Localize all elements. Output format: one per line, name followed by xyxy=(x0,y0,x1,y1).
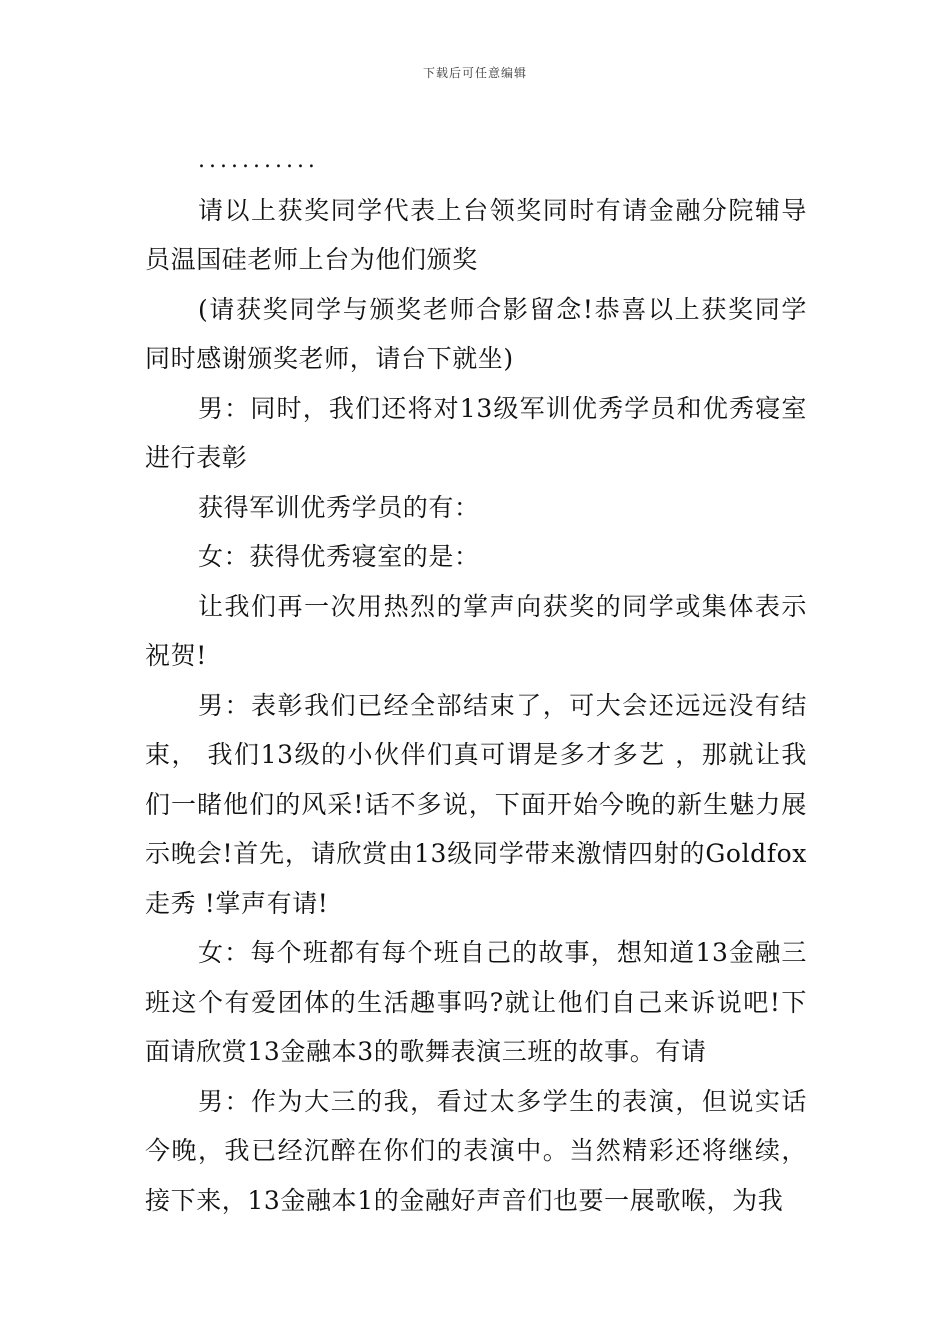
paragraph-applause: 让我们再一次用热烈的掌声向获奖的同学或集体表示祝贺! xyxy=(145,591,807,670)
document-body xyxy=(145,136,807,1225)
page-header: 下载后可任意编辑 xyxy=(422,66,527,80)
paragraph-photo-note: (请获奖同学与颁奖老师合影留念!恭喜以上获奖同学同时感谢颁奖老师，请台下就坐) xyxy=(145,294,807,373)
paragraph-male-commendation: 男：同时，我们还将对13级军训优秀学员和优秀寝室进行表彰 xyxy=(145,393,807,472)
paragraph-male-singing: 男：作为大三的我，看过太多学生的表演，但说实话今晚，我已经沉醉在你们的表演中。当然精彩还将继续，接下来，13金融本1的金融好声音们也要一展歌喉，为我 xyxy=(145,1086,807,1215)
paragraph-military-trainees: 获得军训优秀学员的有： xyxy=(198,492,480,522)
paragraph-female-dorms: 女：获得优秀寝室的是： xyxy=(198,542,480,571)
paragraph-male-show-intro: 男：表彰我们已经全部结束了，可大会还远远没有结束， 我们13级的小伙伴们真可谓是多才多艺 ，那就让我们一睹他们的风采!话不多说，下面开始今晚的新生魅力展示晚会!首先，请欣赏由13级同学带来激情四射的Goldfox走秀 !掌声有请! xyxy=(145,690,807,918)
paragraph-award-presenter: 请以上获奖同学代表上台领奖同时有请金融分院辅导员温国硅老师上台为他们颁奖 xyxy=(145,195,807,274)
paragraph-female-class-story: 女：每个班都有每个班自己的故事，想知道13金融三班这个有爱团体的生活趣事吗?就让他们自己来诉说吧!下面请欣赏13金融本3的歌舞表演三班的故事。有请 xyxy=(145,938,807,1066)
ellipsis-line: ........... xyxy=(198,148,319,173)
